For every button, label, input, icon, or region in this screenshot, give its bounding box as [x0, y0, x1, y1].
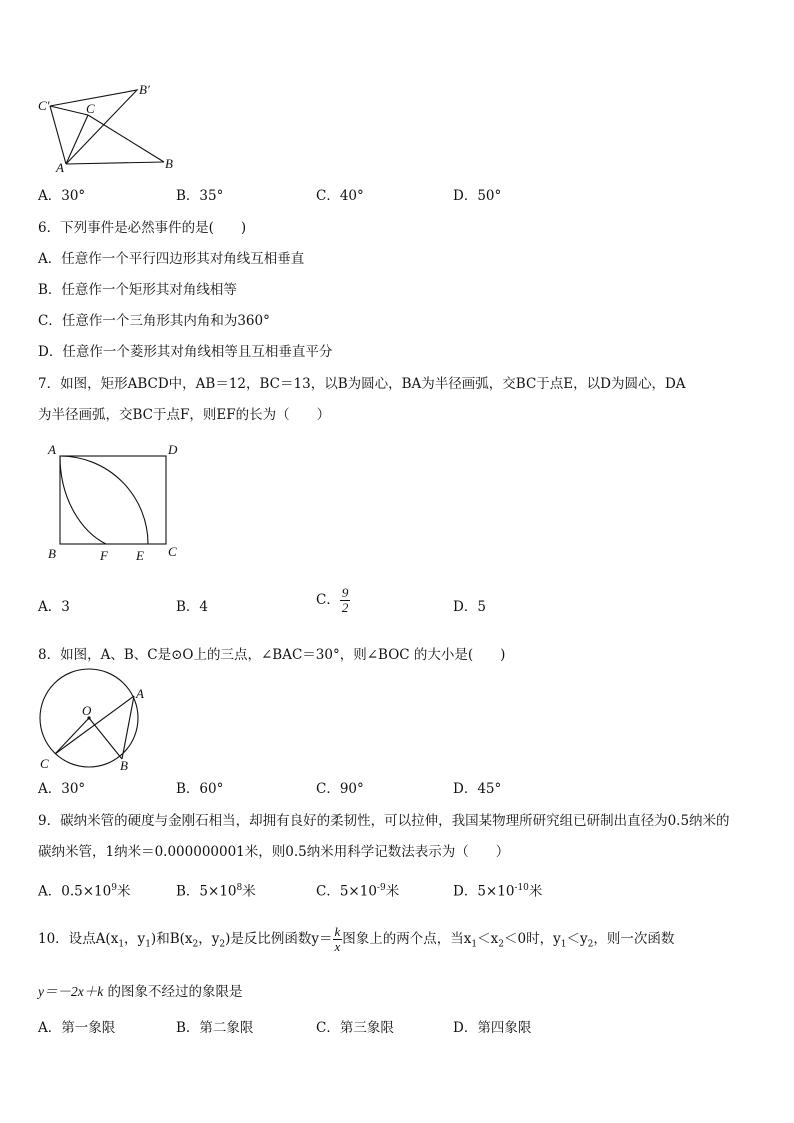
q10-stem-line1: 10．设点$A(x_1$，$y_1$)和$B(x_2$，$y_2$)是反比例函数y＝ $\frac{k}{x}$ 图象上的两个点，当$x_1<x_2<0$时，$y_1<y_2$，则一次函数: [38, 924, 675, 954]
q7-option-d[interactable]: D．5: [453, 599, 486, 615]
q5-option-b[interactable]: B．35°: [176, 188, 224, 204]
label-b-prime: B′: [139, 82, 150, 97]
q9-option-a[interactable]: A．$0.5\times 10^9$米: [38, 883, 131, 900]
fraction-k-over-x: $\frac{k}{x}$: [334, 924, 341, 954]
q9-option-c[interactable]: C．$5\times 10^{-9}$米: [316, 883, 400, 900]
q6-option-a[interactable]: A．任意作一个平行四边形其对角线互相垂直: [38, 251, 305, 267]
q6-option-b[interactable]: B．任意作一个矩形其对角线相等: [38, 282, 237, 298]
q5-option-c[interactable]: C．40°: [316, 188, 364, 204]
q9-stem-line2: 碳纳米管，1纳米＝0.000000001米，则0.5纳米用科学记数法表示为（ ）: [38, 844, 510, 860]
q10-option-d[interactable]: D．第四象限: [453, 1020, 532, 1036]
arc-ae: [60, 456, 148, 544]
label-e: E: [136, 548, 144, 563]
label-d: D: [168, 442, 178, 457]
label-b: B: [120, 758, 128, 773]
q5-option-d[interactable]: D．50°: [453, 188, 502, 204]
label-b: B: [48, 546, 56, 561]
q10-stem-line2: y＝－2x＋k 的图象不经过的象限是: [38, 984, 243, 1000]
arc-af: [60, 456, 106, 544]
label-a: A: [136, 686, 144, 701]
label-a: A: [48, 442, 56, 457]
q10-option-b[interactable]: B．第二象限: [176, 1020, 254, 1036]
label-a: A: [56, 160, 64, 175]
label-c-prime: C′: [38, 98, 50, 113]
q7-stem-line1: 7．如图，矩形ABCD中，AB＝12，BC＝13，以B为圆心，BA为半径画弧，交BC于点E，以D为圆心，DA: [38, 376, 686, 392]
q5-figure: [36, 82, 186, 177]
q7-option-c[interactable]: [316, 586, 350, 615]
fraction-nine-halves: $\frac{9}{2}$: [341, 585, 349, 615]
q5-option-a[interactable]: A．30°: [38, 188, 86, 204]
label-b: B: [165, 156, 173, 171]
q7-option-c-label: C．: [316, 592, 340, 608]
side-ab: [66, 162, 164, 164]
label-f: F: [100, 548, 108, 563]
q8-option-b[interactable]: B．60°: [176, 781, 224, 797]
q8-figure: [34, 668, 152, 774]
q9-option-b[interactable]: B．$5\times 10^8$米: [176, 883, 256, 900]
q7-option-b[interactable]: B．4: [176, 599, 209, 615]
q10-option-c[interactable]: C．第三象限: [316, 1020, 394, 1036]
label-c: C: [40, 756, 49, 771]
q6-stem: 6．下列事件是必然事件的是( ): [38, 220, 247, 236]
q8-option-d[interactable]: D．45°: [453, 781, 502, 797]
label-c: C: [168, 544, 177, 559]
q9-option-d[interactable]: D．$5\times 10^{-10}$米: [453, 883, 543, 900]
label-o: O: [82, 703, 92, 718]
q7-stem-line2: 为半径画弧，交BC于点F，则EF的长为（ ）: [38, 407, 331, 423]
q9-stem-line1: 9．碳纳米管的硬度与金刚石相当，却拥有良好的柔韧性，可以拉伸，我国某物理所研究组已研制出直径为0.5纳米的: [38, 813, 730, 829]
q7-option-a[interactable]: A．3: [38, 599, 70, 615]
q6-option-c[interactable]: C．任意作一个三角形其内角和为360°: [38, 313, 270, 329]
q6-option-d[interactable]: D．任意作一个菱形其对角线相等且互相垂直平分: [38, 344, 333, 360]
q7-figure: [44, 440, 190, 564]
q8-stem: 8．如图，A、B、C是⊙O上的三点，∠BAC＝30°，则∠BOC 的大小是( ): [38, 647, 506, 663]
rectangle-abcd: [60, 456, 166, 544]
label-c: C: [86, 101, 95, 116]
q8-option-c[interactable]: C．90°: [316, 781, 364, 797]
q10-option-a[interactable]: A．第一象限: [38, 1020, 116, 1036]
q8-option-a[interactable]: A．30°: [38, 781, 86, 797]
